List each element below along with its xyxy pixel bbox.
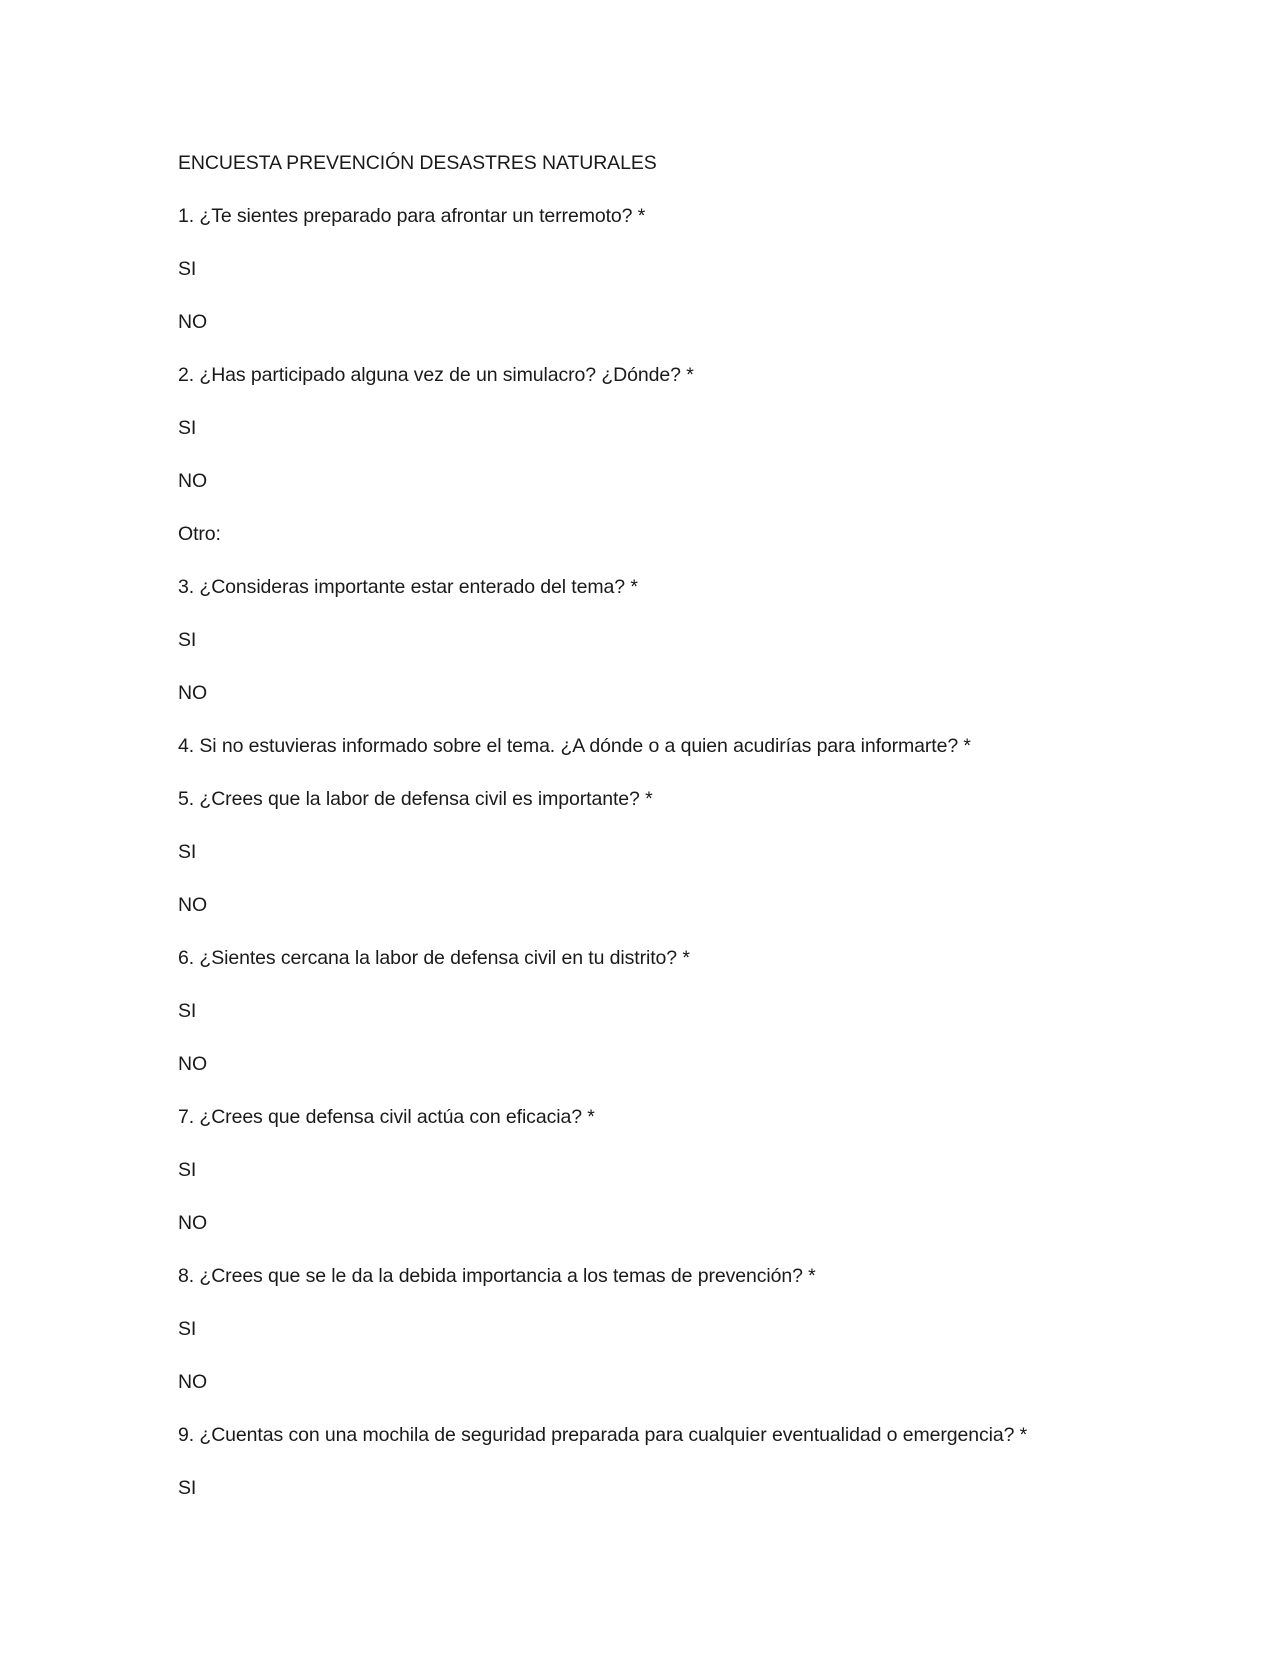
option-otro: Otro: [178, 523, 221, 545]
option-si: SI [178, 841, 197, 863]
option-si: SI [178, 258, 197, 280]
option-no: NO [178, 470, 208, 492]
question-1: 1. ¿Te sientes preparado para afrontar un terremoto? * [178, 205, 646, 227]
question-6: 6. ¿Sientes cercana la labor de defensa civil en tu distrito? * [178, 947, 690, 969]
question-3: 3. ¿Consideras importante estar enterado del tema? * [178, 576, 638, 598]
option-no: NO [178, 1053, 208, 1075]
option-si: SI [178, 629, 197, 651]
option-si: SI [178, 1159, 197, 1181]
document-title: ENCUESTA PREVENCIÓN DESASTRES NATURALES [178, 152, 657, 174]
option-si: SI [178, 1477, 197, 1499]
question-7: 7. ¿Crees que defensa civil actúa con eficacia? * [178, 1106, 595, 1128]
option-no: NO [178, 682, 208, 704]
option-si: SI [178, 1318, 197, 1340]
option-no: NO [178, 1212, 208, 1234]
option-si: SI [178, 1000, 197, 1022]
question-2: 2. ¿Has participado alguna vez de un simulacro? ¿Dónde? * [178, 364, 694, 386]
option-no: NO [178, 311, 208, 333]
option-no: NO [178, 894, 208, 916]
question-8: 8. ¿Crees que se le da la debida importancia a los temas de prevención? * [178, 1265, 816, 1287]
option-no: NO [178, 1371, 208, 1393]
document-body [178, 148, 1178, 1526]
question-5: 5. ¿Crees que la labor de defensa civil es importante? * [178, 788, 653, 810]
question-4: 4. Si no estuvieras informado sobre el tema. ¿A dónde o a quien acudirías para informarte? * [178, 735, 971, 757]
question-9: 9. ¿Cuentas con una mochila de seguridad preparada para cualquier eventualidad o emergencia? * [178, 1424, 1028, 1446]
option-si: SI [178, 417, 197, 439]
